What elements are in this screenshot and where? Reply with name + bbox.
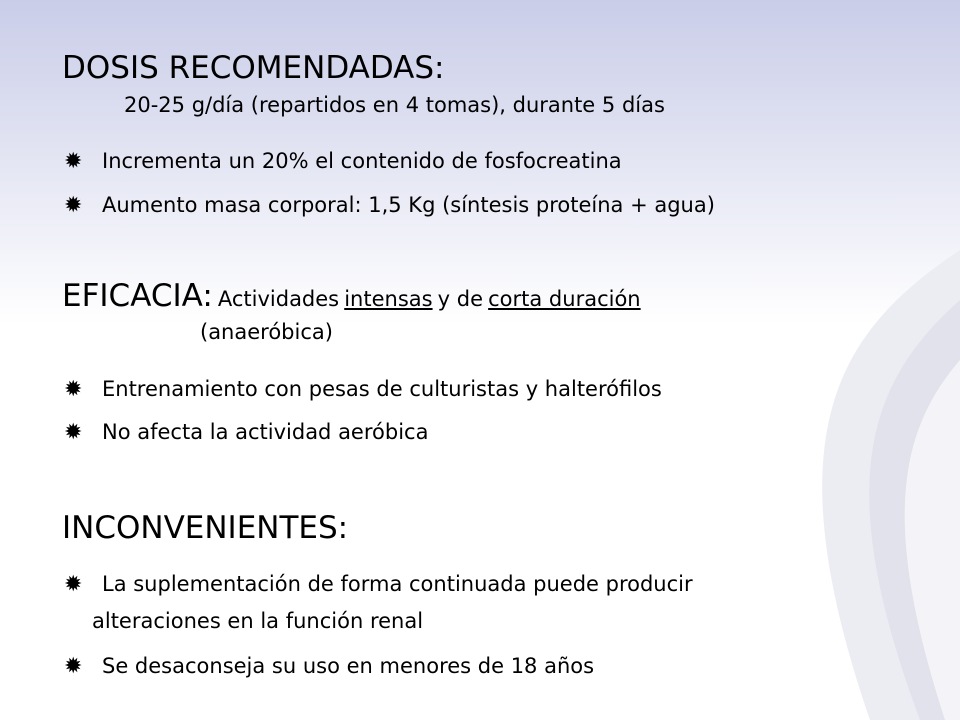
dosis-heading: DOSIS RECOMENDADAS: [62,50,445,86]
eficacia-bullet-2 [64,414,428,451]
bullet-star-icon: ✹ [64,193,83,218]
dosis-bullet-2 [64,187,715,224]
eficacia-bullet-1 [64,371,662,408]
eficacia-text-a: Actividades [217,287,340,311]
eficacia-line2: (anaeróbica) [200,320,333,344]
inconvenientes-heading: INCONVENIENTES: [62,510,349,546]
bullet-text: Aumento masa corporal: 1,5 Kg (síntesis proteína + agua) [102,193,715,217]
bullet-text: Incrementa un 20% el contenido de fosfocreatina [102,149,622,173]
eficacia-text-b: intensas [344,287,433,311]
eficacia-text-d: corta duración [488,287,641,311]
eficacia-text-c: y de [437,287,484,311]
inconvenientes-bullet-2 [64,648,594,685]
eficacia-line [62,278,641,314]
bullet-star-icon: ✹ [64,654,83,679]
bullet-text-line1: La suplementación de forma continuada puede producir [102,572,693,596]
bullet-text: Entrenamiento con pesas de culturistas y halterófilos [102,377,662,401]
dosis-bullet-1 [64,143,622,180]
eficacia-heading: EFICACIA: [62,278,213,314]
bullet-star-icon: ✹ [64,149,83,174]
bullet-star-icon: ✹ [64,420,83,445]
bullet-text: Se desaconseja su uso en menores de 18 años [102,654,595,678]
bullet-text-line2: alteraciones en la función renal [92,609,424,633]
bullet-text: No afecta la actividad aeróbica [102,420,429,444]
bullet-star-icon: ✹ [64,572,83,597]
bullet-star-icon: ✹ [64,377,83,402]
inconvenientes-bullet-1 [64,566,693,639]
dosis-detail: 20-25 g/día (repartidos en 4 tomas), durante 5 días [124,93,665,117]
